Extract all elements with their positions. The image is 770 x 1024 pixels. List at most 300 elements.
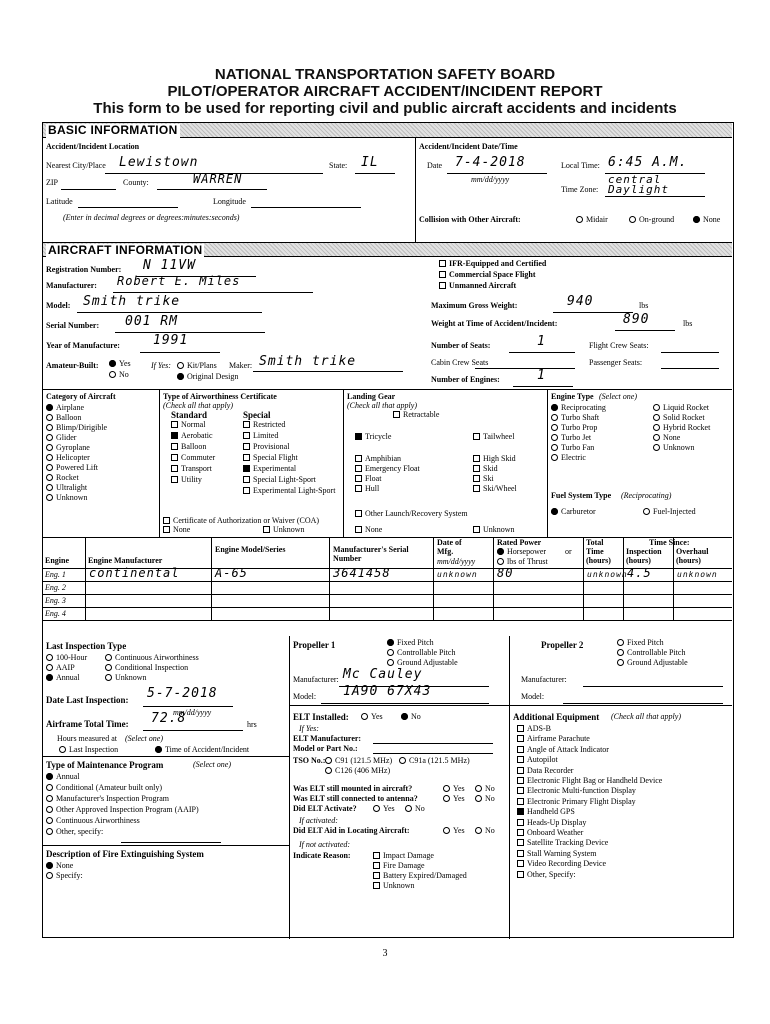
checkbox-icon — [473, 475, 480, 482]
insp-unknown[interactable]: Unknown — [105, 673, 147, 682]
checkbox-icon — [473, 455, 480, 462]
option-label: Turbo Fan — [561, 443, 595, 452]
special-experimental-light-sport[interactable] — [243, 486, 335, 495]
landing-title: Landing Gear — [347, 392, 396, 401]
option-label: Turbo Prop — [561, 423, 598, 432]
category-glider[interactable] — [46, 433, 76, 442]
year-label: Year of Manufacture: — [46, 341, 120, 350]
option-label: Provisional — [253, 442, 290, 451]
radio-icon — [653, 404, 660, 411]
option-label: Airframe Parachute — [527, 734, 590, 744]
weight-value[interactable]: 890 — [623, 312, 650, 327]
th-overhaul: Overhaul (hours) — [676, 547, 709, 566]
equip-angle-of-attack-indicator[interactable] — [517, 745, 609, 754]
mgw-value[interactable]: 940 — [567, 294, 594, 309]
checkbox-icon — [355, 475, 362, 482]
checkbox-icon — [355, 485, 362, 492]
equip-satellite-tracking-device[interactable] — [517, 838, 608, 847]
latitude-label: Latitude — [46, 197, 73, 206]
radio-icon — [551, 454, 558, 461]
option-label: ADS-B — [527, 724, 552, 733]
maker-label: Maker: — [229, 361, 253, 370]
radio-icon — [653, 414, 660, 421]
option-label: Aerobatic — [181, 431, 213, 440]
form-purpose: This form to be used for reporting civil and public aircraft accidents and incidents — [93, 100, 677, 117]
engine-row-label: Eng. 3 — [45, 596, 66, 605]
amateur-label: Amateur-Built: — [46, 361, 99, 370]
checkbox-icon — [171, 432, 178, 439]
collision-midair[interactable]: Midair — [576, 215, 608, 224]
checkbox-icon — [171, 454, 178, 461]
option-label: Commuter — [181, 453, 216, 462]
tso-c126[interactable]: C126 (406 MHz) — [325, 766, 390, 775]
engine-insp-value[interactable]: 4.5 — [627, 566, 652, 580]
option-label: Turbo Shaft — [561, 413, 600, 422]
elt-installed-label: ELT Installed: — [293, 712, 349, 722]
engine-type-solid-rocket[interactable] — [653, 413, 705, 422]
option-label: Electronic Primary Flight Display — [527, 796, 636, 806]
insp-continuous[interactable]: Continuous Airworthiness — [105, 653, 199, 662]
date-value[interactable]: 7-4-2018 — [455, 155, 526, 170]
seats-label: Number of Seats: — [431, 341, 491, 350]
landing-tricycle[interactable] — [355, 432, 391, 441]
standard-transport[interactable] — [171, 464, 212, 473]
option-label: Autopilot — [527, 755, 558, 765]
maint-continuous-airworthiness[interactable] — [46, 816, 140, 825]
option-label: Blimp/Dirigible — [56, 423, 108, 432]
inspection-title: Last Inspection Type — [46, 641, 127, 651]
engine-model-value[interactable]: A-65 — [215, 566, 248, 580]
landing-ski-wheel[interactable] — [473, 484, 517, 493]
checkbox-icon — [517, 725, 524, 732]
option-label: Ultralight — [56, 483, 88, 492]
prop1-fixed-pitch[interactable]: Fixed Pitch — [387, 638, 434, 647]
engine-overhaul-value[interactable]: unknown — [677, 570, 718, 579]
engine-type-turbo-fan[interactable] — [551, 443, 594, 452]
checkbox-icon — [473, 485, 480, 492]
option-label: Hull — [365, 484, 380, 493]
datetime-label: Accident/Incident Date/Time — [419, 142, 518, 151]
equip-heads-up-display[interactable] — [517, 818, 586, 827]
elt-model-label: Model or Part No.: — [293, 744, 358, 753]
elt-mounted-yes[interactable]: Yes — [443, 784, 465, 793]
table-rule — [43, 594, 732, 595]
checkbox-icon — [355, 465, 362, 472]
elt-antenna-no[interactable]: No — [475, 794, 495, 803]
collision-label: Collision with Other Aircraft: — [419, 215, 521, 224]
prop1-ground-adjustable[interactable]: Ground Adjustable — [387, 658, 458, 667]
landing-float[interactable] — [355, 474, 381, 483]
option-label: Angle of Attack Indicator — [527, 744, 609, 754]
propeller1-title: Propeller 1 — [293, 640, 336, 650]
county-value[interactable]: WARREN — [193, 172, 243, 186]
option-label: Solid Rocket — [663, 413, 705, 422]
category-balloon[interactable] — [46, 413, 81, 422]
table-rule — [583, 537, 584, 620]
elt-no[interactable]: No — [401, 712, 421, 721]
checkbox-icon — [243, 421, 250, 428]
elt-q-antenna: Was ELT still connected to antenna? — [293, 794, 418, 803]
category-ultralight[interactable] — [46, 483, 87, 492]
th-horsepower-radio[interactable] — [497, 547, 546, 556]
hours-measured-note: (Select one) — [125, 734, 163, 743]
table-rule — [673, 537, 674, 620]
measured-last-inspection[interactable]: Last Inspection — [59, 745, 118, 754]
engine-serial-value[interactable]: 3641458 — [333, 566, 391, 580]
airworthiness-note: (Check all that apply) — [163, 401, 233, 410]
ifr-checkbox[interactable]: IFR-Equipped and Certified — [439, 259, 546, 268]
hours-measured-label: Hours measured at — [57, 734, 117, 743]
other-launch-checkbox[interactable]: Other Launch/Recovery System — [355, 509, 468, 518]
additional-note: (Check all that apply) — [611, 712, 681, 721]
prop2-controllable[interactable]: Controllable Pitch — [617, 648, 685, 657]
checkbox-icon — [473, 433, 480, 440]
radio-icon — [551, 434, 558, 441]
equip-data-recorder[interactable] — [517, 766, 573, 775]
engine-type-title: Engine Type — [551, 392, 594, 401]
engine-type-turbo-shaft[interactable] — [551, 413, 599, 422]
elt-activate-no[interactable]: No — [405, 804, 425, 813]
checkbox-icon — [171, 465, 178, 472]
equip-handheld-gps[interactable] — [517, 807, 575, 816]
landing-skid[interactable] — [473, 464, 498, 473]
passenger-seats-label: Passenger Seats: — [589, 358, 643, 367]
radio-icon — [46, 474, 53, 481]
option-label: Unknown — [56, 493, 88, 502]
longitude-label: Longitude — [213, 197, 246, 206]
elt-antenna-yes[interactable]: Yes — [443, 794, 465, 803]
th-date-format: mm/dd/yyyy — [437, 557, 476, 566]
special-provisional[interactable] — [243, 442, 289, 451]
engines-value[interactable]: 1 — [537, 368, 546, 383]
tso-label: TSO No.: — [293, 756, 326, 765]
space-checkbox[interactable]: Commercial Space Flight — [439, 270, 536, 279]
engine-type-none[interactable] — [653, 433, 680, 442]
elt-aid-no[interactable]: No — [475, 826, 495, 835]
table-rule — [433, 537, 434, 620]
landing-unknown[interactable]: Unknown — [473, 525, 515, 534]
engine-type-liquid-rocket[interactable] — [653, 403, 709, 412]
th-rated-power: Rated Power — [497, 538, 542, 547]
fire-specify[interactable]: Specify: — [46, 871, 83, 880]
equip-onboard-weather[interactable] — [517, 828, 583, 837]
radio-icon — [653, 424, 660, 431]
mgw-label: Maximum Gross Weight: — [431, 301, 518, 310]
checkbox-icon — [517, 860, 524, 867]
table-rule — [43, 581, 732, 582]
tso-c91a[interactable]: C91a (121.5 MHz) — [399, 756, 470, 765]
option-label: None — [663, 433, 681, 442]
equip-electronic-multi-function-display[interactable] — [517, 786, 636, 795]
amateur-yes[interactable]: Yes — [109, 359, 131, 368]
checkbox-icon — [517, 819, 524, 826]
prop-mfr-value[interactable]: Mc Cauley — [343, 667, 423, 682]
prop1-controllable[interactable]: Controllable Pitch — [387, 648, 455, 657]
elt-aid-yes[interactable]: Yes — [443, 826, 465, 835]
checkbox-icon — [517, 767, 524, 774]
radio-icon — [46, 454, 53, 461]
option-label: Electronic Multi-function Display — [527, 786, 636, 796]
standard-aerobatic[interactable] — [171, 431, 213, 440]
prop2-fixed-pitch[interactable]: Fixed Pitch — [617, 638, 664, 647]
option-label: Special Flight — [253, 453, 298, 462]
option-label: Restricted — [253, 420, 286, 429]
special-special-light-sport[interactable] — [243, 475, 316, 484]
elt-activate-yes[interactable]: Yes — [373, 804, 395, 813]
basic-info-band — [43, 123, 732, 138]
coord-note: (Enter in decimal degrees or degrees:minutes:seconds) — [63, 213, 240, 222]
special-experimental[interactable] — [243, 464, 296, 473]
checkbox-icon — [517, 829, 524, 836]
engine-type-electric[interactable] — [551, 453, 586, 462]
equip-stall-warning-system[interactable] — [517, 849, 596, 858]
city-value[interactable]: Lewistown — [119, 155, 199, 170]
elt-q-mounted: Was ELT still mounted in aircraft? — [293, 784, 413, 793]
airframe-time-value[interactable]: 72.8 — [151, 711, 187, 726]
radio-icon — [46, 817, 53, 824]
option-label: Experimental Light-Sport — [253, 486, 336, 495]
cabin-crew-seats-label: Cabin Crew Seats — [431, 358, 489, 367]
standard-utility[interactable] — [171, 475, 202, 484]
maint-title: Type of Maintenance Program — [46, 760, 164, 770]
ifyes-label: If Yes: — [151, 361, 171, 370]
option-label: Electric — [561, 453, 586, 462]
checkbox-icon — [517, 787, 524, 794]
insp-annual[interactable]: Annual — [46, 673, 80, 682]
option-label: Heads-Up Display — [527, 817, 587, 827]
option-label: Other, Specify: — [527, 869, 576, 879]
th-total-time: Total Time (hours) — [586, 538, 611, 566]
radio-icon — [46, 773, 53, 780]
engine-type-reciprocating[interactable] — [551, 403, 606, 412]
prop2-model-label: Model: — [521, 692, 545, 701]
landing-tailwheel[interactable] — [473, 432, 514, 441]
local-time-value[interactable]: 6:45 A.M. — [608, 155, 688, 170]
airframe-time-unit: hrs — [247, 720, 257, 729]
maker-value[interactable]: Smith trike — [259, 354, 357, 369]
special-special-flight[interactable] — [243, 453, 298, 462]
prop-mfr-label: Manufacturer: — [293, 675, 339, 684]
reason-battery-expired-damaged[interactable] — [373, 871, 467, 880]
option-label: Airplane — [56, 403, 84, 412]
landing-emergency-float[interactable] — [355, 464, 420, 473]
equip-ads-b[interactable] — [517, 724, 551, 733]
category-blimp-dirigible[interactable] — [46, 423, 107, 432]
category-powered-lift[interactable] — [46, 463, 98, 472]
option-label: Hybrid Rocket — [663, 423, 711, 432]
engine-mfr-value[interactable]: continental — [89, 566, 180, 580]
option-label: Satellite Tracking Device — [527, 838, 609, 848]
radio-icon — [46, 784, 53, 791]
option-label: Reciprocating — [561, 403, 606, 412]
engines-label: Number of Engines: — [431, 375, 500, 384]
option-label: Transport — [181, 464, 212, 473]
equip-airframe-parachute[interactable] — [517, 734, 590, 743]
fuel-title: Fuel System Type — [551, 491, 612, 500]
engine-total-value[interactable]: unknown — [587, 570, 628, 579]
elt-ifnot: If not activated: — [299, 840, 351, 849]
engine-date-value[interactable]: unknown — [437, 570, 478, 579]
th-inspection: Inspection (hours) — [626, 547, 662, 566]
reason-impact-damage[interactable] — [373, 851, 434, 860]
collision-none[interactable]: None — [693, 215, 720, 224]
th-date-of-mfg: Date of Mfg. — [437, 538, 462, 557]
radio-icon — [551, 444, 558, 451]
option-label: Electronic Flight Bag or Handheld Device — [527, 776, 663, 785]
insp-100-hour[interactable]: 100-Hour — [46, 653, 87, 662]
category-airplane[interactable] — [46, 403, 84, 412]
airframe-time-label: Airframe Total Time: — [46, 719, 129, 729]
option-label: Horsepower — [507, 547, 547, 556]
engine-type-note: (Select one) — [599, 392, 637, 401]
maint-manufacturer-s-inspection-program[interactable] — [46, 794, 169, 803]
checkbox-icon — [243, 465, 250, 472]
seats-value[interactable]: 1 — [537, 334, 546, 349]
collision-on-ground[interactable]: On-ground — [629, 215, 674, 224]
th-thrust-radio[interactable] — [497, 557, 548, 566]
standard-balloon[interactable] — [171, 442, 206, 451]
elt-mounted-no[interactable]: No — [475, 784, 495, 793]
kit-plans[interactable]: Kit/Plans — [177, 361, 217, 370]
prop-model-value[interactable]: 1A90 67X43 — [343, 684, 432, 699]
engine-type-unknown[interactable] — [653, 443, 695, 452]
landing-none[interactable]: None — [355, 525, 382, 534]
elt-mfr-label: ELT Manufacturer: — [293, 734, 362, 743]
checkbox-icon — [171, 421, 178, 428]
elt-yes[interactable]: Yes — [361, 712, 383, 721]
equip-electronic-primary-flight-display[interactable] — [517, 797, 636, 806]
standard-normal[interactable] — [171, 420, 205, 429]
option-label: Normal — [181, 420, 206, 429]
weight-unit: lbs — [683, 319, 693, 328]
amateur-no[interactable]: No — [109, 370, 129, 379]
special-limited[interactable] — [243, 431, 278, 440]
year-value[interactable]: 1991 — [153, 333, 189, 348]
maint-annual[interactable] — [46, 772, 80, 781]
checkbox-icon — [243, 487, 250, 494]
radio-icon — [497, 558, 504, 565]
option-label: Data Recorder — [527, 765, 574, 775]
checkbox-icon — [355, 455, 362, 462]
reason-fire-damage[interactable] — [373, 861, 425, 870]
maint-other-specify[interactable] — [46, 827, 103, 836]
engine-type-turbo-jet[interactable] — [551, 433, 591, 442]
prop2-ground-adjustable[interactable]: Ground Adjustable — [617, 658, 688, 667]
unmanned-checkbox[interactable]: Unmanned Aircraft — [439, 281, 516, 290]
equip-electronic-flight-bag-or-handheld-device[interactable] — [517, 776, 662, 785]
table-rule — [329, 537, 330, 620]
radio-icon — [46, 828, 53, 835]
special-restricted[interactable] — [243, 420, 285, 429]
carburetor-radio[interactable]: Carburetor — [551, 507, 596, 516]
last-insp-date-label: Date Last Inspection: — [46, 695, 129, 705]
th-engine: Engine — [45, 556, 70, 565]
retractable-checkbox[interactable]: Retractable — [393, 410, 439, 419]
date-label: Date — [427, 161, 443, 170]
checkbox-icon — [171, 443, 178, 450]
weight-label: Weight at Time of Accident/Incident: — [431, 319, 558, 328]
insp-conditional[interactable]: Conditional Inspection — [105, 663, 188, 672]
table-rule — [85, 537, 86, 620]
radio-icon — [551, 424, 558, 431]
engine-type-hybrid-rocket[interactable] — [653, 423, 710, 432]
category-gyroplane[interactable] — [46, 443, 90, 452]
basic-info-heading: BASIC INFORMATION — [48, 123, 178, 137]
equip-video-recording-device[interactable] — [517, 859, 606, 868]
landing-hull[interactable] — [355, 484, 379, 493]
equip-other-specify[interactable] — [517, 870, 576, 879]
manufacturer-label: Manufacturer: — [46, 281, 97, 290]
registration-label: Registration Number: — [46, 265, 122, 274]
serial-value[interactable]: 001 RM — [125, 314, 178, 329]
standard-heading: Standard — [171, 410, 208, 420]
special-heading: Special — [243, 410, 271, 420]
option-label: Liquid Rocket — [663, 403, 709, 412]
coa-checkbox[interactable]: Certificate of Authorization or Waiver (COA) — [163, 516, 319, 525]
equip-autopilot[interactable] — [517, 755, 558, 764]
insp-aaip[interactable]: AAIP — [46, 663, 75, 672]
registration-value[interactable]: N 11VW — [143, 258, 196, 273]
reason-unknown[interactable] — [373, 881, 415, 890]
coa-unknown[interactable]: Unknown — [263, 525, 305, 534]
engine-type-turbo-prop[interactable] — [551, 423, 597, 432]
radio-icon — [46, 414, 53, 421]
maint-other-approved-inspection-program-aaip[interactable] — [46, 805, 199, 814]
checkbox-icon — [517, 746, 524, 753]
engine-power-value[interactable]: 80 — [497, 566, 514, 580]
coa-none[interactable]: None — [163, 525, 190, 534]
option-label: Special Light-Sport — [253, 475, 316, 484]
checkbox-icon — [517, 850, 524, 857]
model-label: Model: — [46, 301, 71, 310]
standard-commuter[interactable] — [171, 453, 215, 462]
measured-time-of-accident[interactable]: Time of Accident/Incident — [155, 745, 249, 754]
category-unknown[interactable] — [46, 493, 88, 502]
option-label: Ski/Wheel — [483, 484, 517, 493]
last-insp-date-value[interactable]: 5-7-2018 — [147, 686, 218, 701]
landing-amphibian[interactable] — [355, 454, 401, 463]
date-format: mm/dd/yyyy — [471, 175, 510, 184]
radio-icon — [46, 434, 53, 441]
option-label: High Skid — [483, 454, 516, 463]
state-value[interactable]: IL — [361, 155, 379, 170]
landing-ski[interactable] — [473, 474, 494, 483]
option-label: Unknown — [383, 881, 415, 890]
category-rocket[interactable] — [46, 473, 79, 482]
model-value[interactable]: Smith trike — [83, 294, 181, 309]
state-label: State: — [329, 161, 348, 170]
option-label: Other, specify: — [56, 827, 104, 836]
option-label: Glider — [56, 433, 77, 442]
zip-label: ZIP — [46, 178, 58, 187]
maint-conditional-amateur-built-only[interactable] — [46, 783, 162, 792]
fire-title: Description of Fire Extinguishing System — [46, 849, 204, 859]
landing-high-skid[interactable] — [473, 454, 516, 463]
radio-icon — [46, 494, 53, 501]
manufacturer-value[interactable]: Robert E. Miles — [117, 274, 241, 288]
table-rule — [211, 537, 212, 620]
table-rule — [43, 607, 732, 608]
fire-none[interactable]: None — [46, 861, 73, 870]
fuel-injected-radio[interactable]: Fuel-Injected — [643, 507, 696, 516]
category-helicopter[interactable] — [46, 453, 90, 462]
tso-c91[interactable]: C91 (121.5 MHz) — [325, 756, 392, 765]
original-design[interactable]: Original Design — [177, 372, 238, 381]
engine-row-label: Eng. 1 — [45, 570, 66, 579]
time-zone-value[interactable]: central Daylight — [608, 173, 669, 196]
option-label: Emergency Float — [365, 464, 420, 473]
flight-crew-seats-label: Flight Crew Seats: — [589, 341, 649, 350]
